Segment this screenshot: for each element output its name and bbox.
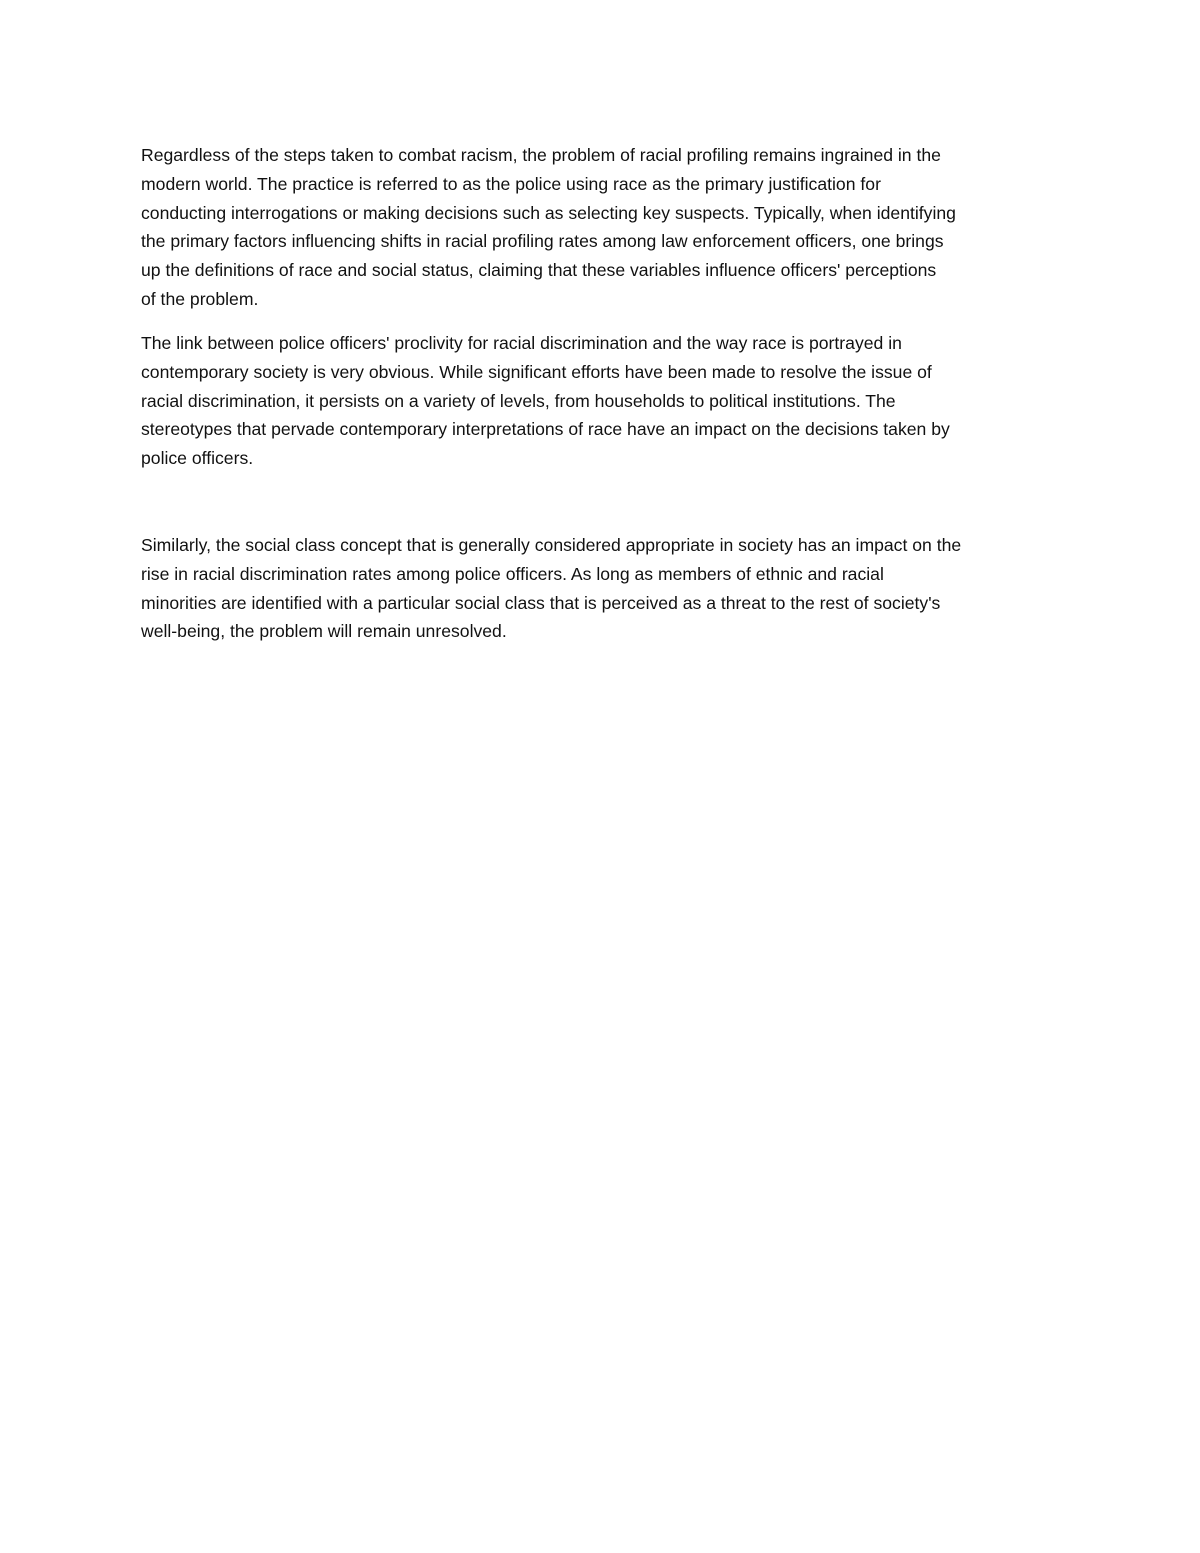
paragraph-line: rise in racial discrimination rates among police officers. As long as members of ethnic and racial	[141, 563, 884, 584]
paragraph-line: stereotypes that pervade contemporary interpretations of race have an impact on the decisions taken by	[141, 419, 950, 440]
paragraph-line: racial discrimination, it persists on a variety of levels, from households to political institutions. The	[141, 390, 896, 411]
paragraph-line: Regardless of the steps taken to combat racism, the problem of racial profiling remains ingrained in the	[141, 145, 941, 165]
paragraph-2	[141, 329, 950, 473]
paragraph-line: modern world. The practice is referred to as the police using race as the primary justification for	[141, 173, 881, 194]
paragraph-line: The link between police officers' proclivity for racial discrimination and the way race is portrayed in	[141, 333, 902, 353]
paragraph-line: contemporary society is very obvious. While significant efforts have been made to resolve the issue of	[141, 361, 932, 382]
paragraph-line: the primary factors influencing shifts in racial profiling rates among law enforcement officers, one brings	[141, 231, 944, 252]
paragraph-line: well-being, the problem will remain unresolved.	[141, 621, 507, 642]
paragraph-line: conducting interrogations or making decisions such as selecting key suspects. Typically, when identifying	[141, 202, 956, 223]
paragraph-line: police officers.	[141, 448, 254, 469]
paragraph-1	[141, 141, 956, 314]
paragraph-line: of the problem.	[141, 288, 259, 309]
paragraph-line: minorities are identified with a particular social class that is perceived as a threat to the rest of society's	[141, 592, 941, 613]
paragraph-line: up the definitions of race and social status, claiming that these variables influence officers' perceptions	[141, 260, 937, 281]
paragraph-line: Similarly, the social class concept that is generally considered appropriate in society has an impact on the	[141, 535, 962, 555]
paragraph-3	[141, 531, 961, 646]
